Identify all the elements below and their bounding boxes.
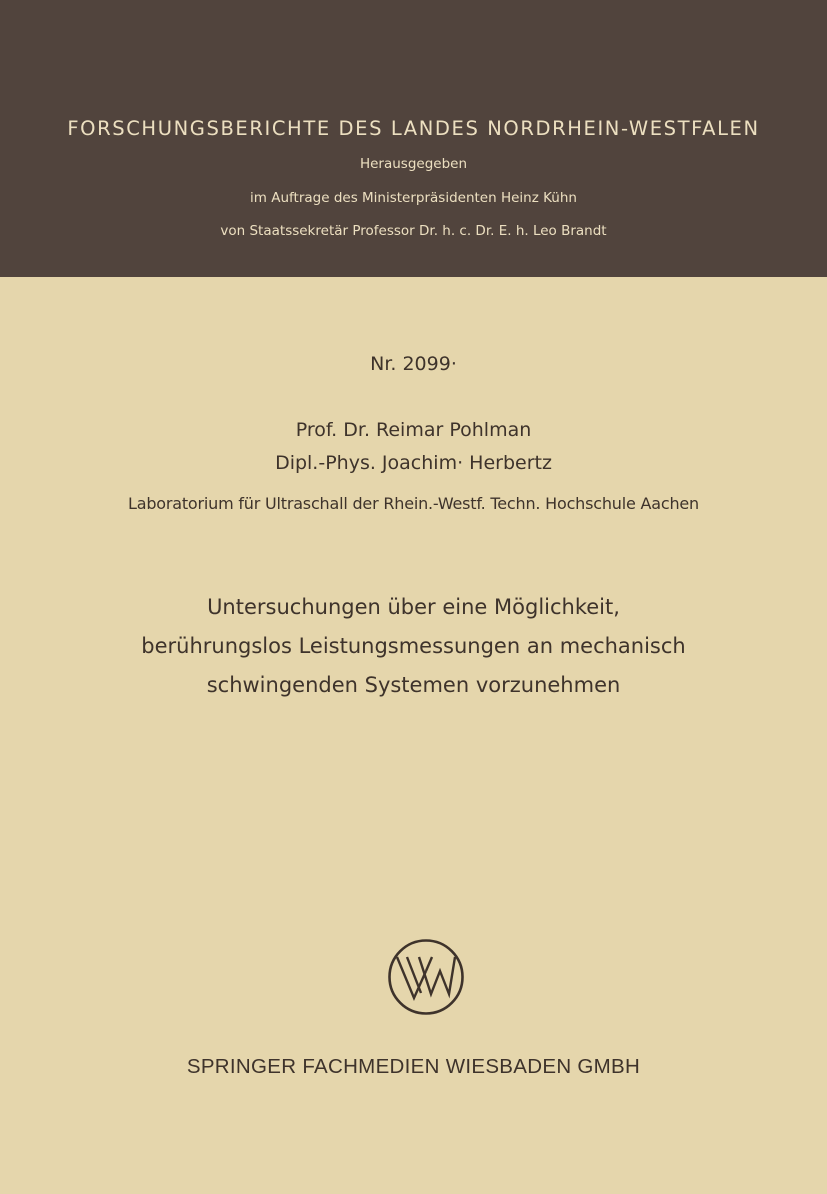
editor-line-3: von Staatssekretär Professor Dr. h. c. Dr. E. h. Leo Brandt bbox=[220, 223, 607, 239]
institution: Laboratorium für Ultraschall der Rhein.-Westf. Techn. Hochschule Aachen bbox=[128, 494, 699, 513]
editor-line-1: Herausgegeben bbox=[359, 156, 468, 172]
series-title: FORSCHUNGSBERICHTE DES LANDES NORDRHEIN-WESTFALEN bbox=[67, 117, 760, 140]
publisher-name: SPRINGER FACHMEDIEN WIESBADEN GMBH bbox=[186, 1055, 641, 1078]
title-line-2: berührungslos Leistungsmessungen an mechanisch bbox=[141, 634, 686, 658]
author-2: Dipl.-Phys. Joachim· Herbertz bbox=[275, 452, 552, 474]
springer-vieweg-logo-icon bbox=[387, 938, 465, 1016]
author-1: Prof. Dr. Reimar Pohlman bbox=[295, 419, 532, 441]
title-line-1: Untersuchungen über eine Möglichkeit, bbox=[207, 595, 620, 619]
editor-line-2: im Auftrage des Ministerpräsidenten Heinz Kühn bbox=[250, 190, 577, 206]
book-title bbox=[0, 588, 827, 705]
report-number: Nr. 2099· bbox=[370, 353, 457, 375]
header-band bbox=[0, 0, 827, 277]
title-line-3: schwingenden Systemen vorzunehmen bbox=[206, 673, 621, 697]
